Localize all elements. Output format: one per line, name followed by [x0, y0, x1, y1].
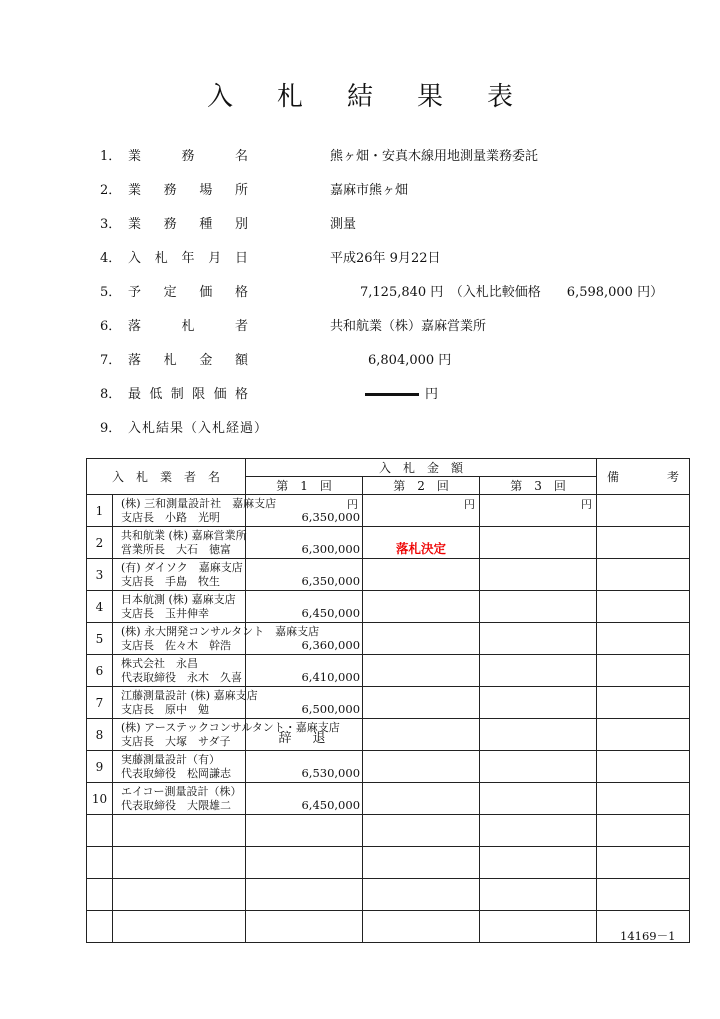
- bidder-company: 江藤測量設計 (株) 嘉麻支店: [121, 689, 258, 702]
- row-number: 4: [87, 591, 113, 623]
- info-number: 5．: [100, 285, 122, 300]
- bidder-name: [113, 623, 320, 655]
- info-label-char: 務: [163, 217, 177, 232]
- bid-round-1-cell: [246, 655, 363, 687]
- title-char: 札: [276, 82, 303, 112]
- empty-row: [87, 815, 690, 847]
- info-label-char: 業: [128, 217, 142, 232]
- info-label-char: 札: [154, 251, 168, 266]
- row-number: 2: [87, 527, 113, 559]
- bid-round-1-cell: [246, 623, 363, 655]
- bid-round-2-cell: [363, 751, 480, 783]
- info-row: [0, 145, 720, 165]
- info-label: [128, 247, 248, 266]
- info-label-char: 種: [199, 217, 213, 232]
- header-round-2: 第 2 回: [363, 477, 480, 495]
- remarks-cell: [597, 495, 690, 527]
- info-label-char: 札: [163, 353, 177, 368]
- info-row: [0, 213, 720, 233]
- info-label-char: 務: [163, 183, 177, 198]
- info-label: [128, 281, 248, 300]
- info-label-char: 業: [128, 149, 142, 164]
- info-row: [0, 179, 720, 199]
- bid-round-2-cell: [363, 847, 480, 879]
- remarks-cell: [597, 751, 690, 783]
- info-label-char: 月: [208, 251, 222, 266]
- info-label: [128, 383, 248, 402]
- info-value: 嘉麻市熊ヶ畑: [330, 183, 409, 198]
- bid-round-1-cell: [246, 591, 363, 623]
- bid-amount: 6,450,000: [301, 798, 361, 812]
- bid-amount: 6,530,000: [301, 766, 361, 780]
- info-value: 平成26年 9月22日: [330, 251, 441, 266]
- award-decision: 落札決定: [396, 541, 447, 556]
- bid-round-3-cell: [480, 687, 597, 719]
- info-label-char: 価: [213, 387, 227, 402]
- bid-round-1-cell: [246, 847, 363, 879]
- bid-round-3-cell: [480, 495, 597, 527]
- bidder-name: [113, 751, 246, 783]
- remarks-cell: [597, 815, 690, 847]
- bid-round-1-cell: [246, 783, 363, 815]
- bid-round-1-cell: [246, 495, 363, 527]
- bidder-name: [113, 495, 277, 527]
- bidder-name: [113, 815, 246, 847]
- bidder-representative: 支店長 小路 光明: [121, 511, 220, 524]
- bidder-company: 日本航測 (株) 嘉麻支店: [121, 593, 236, 606]
- info-row: [0, 281, 720, 301]
- info-label-char: 価: [199, 285, 213, 300]
- bidder-name: [113, 655, 246, 687]
- bid-round-3-cell: [480, 847, 597, 879]
- bidder-representative: 支店長 佐々木 幹浩: [121, 639, 231, 652]
- info-label-char: 日: [234, 251, 248, 266]
- info-label-char: 務: [181, 149, 195, 164]
- remarks-cell: [597, 879, 690, 911]
- bid-round-3-cell: [480, 559, 597, 591]
- remarks-cell: [597, 783, 690, 815]
- bidder-name: [113, 527, 246, 559]
- title-char: 結: [346, 82, 373, 112]
- info-label-char: 場: [199, 183, 213, 198]
- row-number: [87, 815, 113, 847]
- bid-amount: 6,500,000: [301, 702, 361, 716]
- info-number: 9．: [100, 421, 122, 436]
- yen-unit: 円: [581, 498, 593, 511]
- info-label-char: 別: [234, 217, 248, 232]
- bid-amount: 6,450,000: [301, 606, 361, 620]
- bidder-name: [113, 687, 258, 719]
- page-number: 14169－1: [620, 929, 676, 943]
- info-value-text: 円: [425, 387, 439, 402]
- bid-round-3-cell: [480, 623, 597, 655]
- bidder-company: (株) 永大開発コンサルタント 嘉麻支店: [121, 625, 320, 638]
- info-label: [128, 349, 248, 368]
- info-label-char: 最: [128, 387, 142, 402]
- remarks-cell: [597, 655, 690, 687]
- bidder-representative: 代表取締役 松岡謙志: [121, 767, 231, 780]
- info-label-char: 額: [234, 353, 248, 368]
- bid-round-2-cell: [363, 783, 480, 815]
- remarks-cell: [597, 847, 690, 879]
- bid-round-3-cell: [480, 783, 597, 815]
- info-label: 入札結果（入札経過）: [128, 421, 269, 436]
- table-row: [87, 719, 690, 751]
- remarks-cell: [597, 623, 690, 655]
- row-number: [87, 879, 113, 911]
- row-number: 3: [87, 559, 113, 591]
- remarks-cell: [597, 719, 690, 751]
- info-number: 3．: [100, 217, 122, 232]
- bid-result-table: [86, 458, 690, 943]
- bidder-name: [113, 879, 246, 911]
- bidder-representative: 代表取締役 永木 久喜: [121, 671, 242, 684]
- table-row: [87, 623, 690, 655]
- bidder-representative: 代表取締役 大隈雄二: [121, 799, 231, 812]
- table-row: [87, 783, 690, 815]
- table-row: [87, 559, 690, 591]
- bid-declined: 辞 退: [278, 731, 330, 746]
- bidder-name: [113, 559, 246, 591]
- bid-round-1-cell: [246, 879, 363, 911]
- bid-round-2-cell: [363, 559, 480, 591]
- info-label: [128, 213, 248, 232]
- info-row: [0, 315, 720, 335]
- blank-dash: [365, 393, 419, 396]
- empty-row: [87, 847, 690, 879]
- bid-round-2-cell: [363, 591, 480, 623]
- remarks-cell: [597, 591, 690, 623]
- bid-round-3-cell: [480, 655, 597, 687]
- info-value: 6,804,000 円: [368, 353, 452, 368]
- remarks-cell: [597, 687, 690, 719]
- empty-row: [87, 879, 690, 911]
- bidder-name: [113, 911, 246, 943]
- info-label-char: 年: [181, 251, 195, 266]
- remarks-cell: [597, 527, 690, 559]
- row-number: 10: [87, 783, 113, 815]
- bid-round-2-cell: [363, 879, 480, 911]
- info-value: 7,125,840 円 （入札比較価格 6,598,000 円）: [360, 285, 664, 300]
- header-round-3: 第 3 回: [480, 477, 597, 495]
- info-number: 7．: [100, 353, 122, 368]
- bid-round-1-cell: [246, 559, 363, 591]
- row-number: [87, 847, 113, 879]
- bidder-company: 実藤測量設計（有）: [121, 753, 220, 766]
- info-label-char: 制: [170, 387, 184, 402]
- bidder-representative: 支店長 大塚 サダ子: [121, 735, 231, 748]
- bid-amount: 6,350,000: [301, 574, 361, 588]
- bid-round-2-cell: [363, 815, 480, 847]
- bid-round-2-cell: [363, 911, 480, 943]
- info-number: 2．: [100, 183, 122, 198]
- info-label: [128, 315, 248, 334]
- bidder-name: [113, 591, 246, 623]
- info-label-char: 金: [199, 353, 213, 368]
- yen-unit: 円: [464, 498, 476, 511]
- title-char: 入: [206, 82, 233, 112]
- info-label-char: 者: [234, 319, 248, 334]
- info-label-char: 定: [163, 285, 177, 300]
- bid-amount: 6,350,000: [301, 510, 361, 524]
- info-number: 6．: [100, 319, 122, 334]
- bid-round-3-cell: [480, 591, 597, 623]
- bidder-company: (株) アーステックコンサルタント・嘉麻支店: [121, 721, 340, 734]
- info-section: [0, 0, 720, 440]
- bid-round-1-cell: [246, 527, 363, 559]
- info-label-char: 格: [234, 285, 248, 300]
- info-label-char: 業: [128, 183, 142, 198]
- info-label-char: 名: [234, 149, 248, 164]
- info-label-char: 所: [234, 183, 248, 198]
- bid-round-2-cell: [363, 655, 480, 687]
- bid-round-1-cell: [246, 751, 363, 783]
- info-label-char: 札: [181, 319, 195, 334]
- bid-round-1-cell: [246, 911, 363, 943]
- info-number: 4．: [100, 251, 122, 266]
- info-label-char: 入: [128, 251, 142, 266]
- bidder-name: [113, 783, 246, 815]
- bidder-company: (株) 三和測量設計社 嘉麻支店: [121, 497, 277, 510]
- header-bid-amount: 入 札 金 額: [246, 459, 597, 477]
- table-row: [87, 591, 690, 623]
- bidder-company: 株式会社 永昌: [121, 657, 198, 670]
- info-label-char: 低: [149, 387, 163, 402]
- info-label-char: 落: [128, 353, 142, 368]
- info-value: [365, 383, 438, 402]
- info-label-char: 格: [234, 387, 248, 402]
- info-label-char: 予: [128, 285, 142, 300]
- bid-round-3-cell: [480, 527, 597, 559]
- info-number: 8．: [100, 387, 122, 402]
- yen-unit: 円: [347, 498, 359, 511]
- row-number: 7: [87, 687, 113, 719]
- info-row: [0, 349, 720, 369]
- info-label-char: 限: [192, 387, 206, 402]
- info-value: 共和航業（株）嘉麻営業所: [330, 319, 487, 334]
- bid-round-3-cell: [480, 719, 597, 751]
- bid-round-3-cell: [480, 751, 597, 783]
- bid-round-2-cell: [363, 527, 480, 559]
- title-char: 果: [417, 82, 444, 112]
- title-char: 表: [487, 82, 514, 112]
- info-number: 1．: [100, 149, 122, 164]
- table-row: [87, 751, 690, 783]
- bid-round-2-cell: [363, 495, 480, 527]
- row-number: [87, 911, 113, 943]
- bidder-representative: 支店長 玉井伸幸: [121, 607, 209, 620]
- info-row: [0, 247, 720, 267]
- bid-round-2-cell: [363, 687, 480, 719]
- bid-round-2-cell: [363, 719, 480, 751]
- info-label: [128, 179, 248, 198]
- row-number: 5: [87, 623, 113, 655]
- bid-round-3-cell: [480, 879, 597, 911]
- row-number: 8: [87, 719, 113, 751]
- bidder-representative: 支店長 手島 牧生: [121, 575, 220, 588]
- bid-amount: 6,410,000: [301, 670, 361, 684]
- row-number: 6: [87, 655, 113, 687]
- table-row: [87, 655, 690, 687]
- bidder-representative: 営業所長 大石 徳富: [121, 543, 231, 556]
- empty-row: [87, 911, 690, 943]
- info-value: 熊ヶ畑・安真木線用地測量業務委託: [330, 149, 539, 164]
- bidder-company: (有) ダイソク 嘉麻支店: [121, 561, 243, 574]
- bid-amount: 6,300,000: [301, 542, 361, 556]
- info-value: 測量: [330, 217, 357, 232]
- bid-round-1-cell: [246, 815, 363, 847]
- header-bidder-name: 入 札 業 者 名: [87, 459, 246, 495]
- table-row: [87, 495, 690, 527]
- bid-round-2-cell: [363, 623, 480, 655]
- bid-round-3-cell: [480, 911, 597, 943]
- info-row: [0, 383, 720, 403]
- header-remarks: [597, 459, 690, 495]
- bid-amount: 6,360,000: [301, 638, 361, 652]
- bid-round-1-cell: [246, 687, 363, 719]
- row-number: 1: [87, 495, 113, 527]
- remarks-header-text: 備 考: [607, 470, 680, 484]
- table-row: [87, 527, 690, 559]
- info-label-char: 落: [128, 319, 142, 334]
- remarks-cell: [597, 559, 690, 591]
- bid-round-3-cell: [480, 815, 597, 847]
- header-round-1: 第 1 回: [246, 477, 363, 495]
- info-row: [0, 417, 720, 437]
- table-row: [87, 687, 690, 719]
- bidder-company: 共和航業 (株) 嘉麻営業所: [121, 529, 247, 542]
- bidder-representative: 支店長 原中 勉: [121, 703, 209, 716]
- info-label: [128, 145, 248, 164]
- bidder-name: [113, 847, 246, 879]
- bidder-company: エイコー測量設計（株）: [121, 785, 242, 798]
- bid-round-1-cell: [246, 719, 363, 751]
- row-number: 9: [87, 751, 113, 783]
